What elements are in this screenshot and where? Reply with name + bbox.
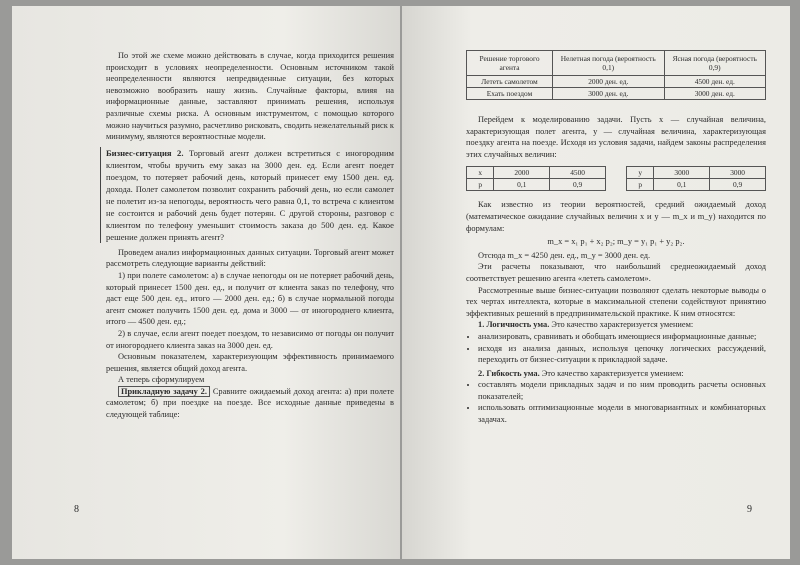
case-title: Бизнес-ситуация 2. (106, 147, 184, 158)
trait-2-title: 2. Гибкость ума. (478, 368, 540, 378)
table-cell: Лететь самолетом (467, 76, 553, 88)
table-cell: Ехать поездом (467, 88, 553, 100)
trait-1-list (466, 331, 766, 366)
trait-2-list (466, 379, 766, 425)
table-cell: 0,1 (654, 179, 710, 191)
table-header-cell: Решение торгового агента (467, 51, 553, 76)
table-header-row (467, 51, 766, 76)
formulate-line: А теперь сформулируем (118, 375, 205, 385)
table-cell: 4500 (550, 167, 606, 179)
option-1: 1) при полете самолетом: а) в случае непогоды он не потеряет рабочий день, который принесет 1500 ден. ед., и получит от клиента заказ по телефону, что даст еще 500 ден. ед., итого — 2000 ден. ед.; б) в случае нормальной погоды агент сможет получить 1500 ден. ед. дома и 3000 — от иногороднего клиента, итого — 4500 ден. ед.; (106, 270, 394, 327)
table-row (467, 167, 606, 179)
page-number-right: 9 (747, 504, 752, 515)
case-text: Торговый агент должен встретиться с иногородним клиентом, чтобы вручить ему заказ на 3000 ден. ед. Если агент поедет поездом, то потеряет рабочий день, который принесет ему 1500 ден. ед. дохода. Полет самолетом позволит сохранить рабочий день, но если самолет не полетит из-за непогоды, вероятность чего равна 0,1, то встреча с клиентом не состоится и рабочий день будет потерян. С другой стороны, разговор с клиентом по телефону уменьшит стоимость заказа до 500 ден. ед. Какое решение должен принять агент? (106, 147, 394, 242)
table-cell: 2000 (494, 167, 550, 179)
table-cell: 4500 ден. ед. (664, 76, 766, 88)
result-line: Отсюда m_x = 4250 ден. ед., m_y = 3000 ден. ед. (478, 250, 651, 260)
distribution-table-x (466, 166, 606, 191)
decision-table (466, 50, 766, 100)
right-text-column (466, 50, 766, 426)
table-cell: p (627, 179, 654, 191)
conclusion-paragraph: Эти расчеты показывают, что наибольший среднеожидаемый доход соответствует решению агента «лететь самолетом». (466, 262, 766, 283)
table-cell: 3000 ден. ед. (664, 88, 766, 100)
business-case-box (100, 147, 394, 243)
table-row (627, 179, 766, 191)
summary-paragraph: Рассмотренные выше бизнес-ситуации позволяют сделать некоторые выводы о тех чертах интеллекта, которые в максимальной степени содействуют принятию эффективных решений в предпринимательской практике. К ним относятся: (466, 285, 766, 318)
right-page (402, 6, 790, 559)
list-item: • анализировать, сравнивать и обобщать имеющиеся информационные данные; (478, 331, 766, 343)
page-number-left: 8 (74, 504, 79, 515)
table-row (467, 179, 606, 191)
task-title: Прикладную задачу 2. (118, 386, 210, 397)
left-text-column (106, 50, 394, 421)
table-cell: 0,9 (710, 179, 766, 191)
intro-paragraph: По этой же схеме можно действовать в случае, когда приходится решения происходит в условиях неопределенности. Основным источником такой неопределенности являются непредвиденные ситуации, без которых невозможно вообразить нашу жизнь. Случайные факторы, влияя на информационные данные, заставляют принимать решения, используя различные схемы риска. А основным инструментом, с помощью которого можно научиться разумно, расчетливо рисковать, сводить нежелательный риск к минимуму, являются вероятностные модели. (106, 51, 394, 142)
table-cell: 2000 ден. ед. (553, 76, 664, 88)
trait-2-text: Это качество характеризуется умением: (541, 368, 684, 378)
table-cell: 3000 ден. ед. (553, 88, 664, 100)
table-row (627, 167, 766, 179)
trait-2 (466, 368, 766, 380)
list-item: • исходя из анализа данных, используя цепочку логических рассуждений, переходить от бизнес-ситуации к прикладной задаче. (478, 343, 766, 366)
left-page (12, 6, 400, 559)
table-cell: x (467, 167, 494, 179)
option-2: 2) в случае, если агент поедет поездом, то независимо от погоды он получит от иногороднего клиента заказ на 3000 ден. ед. (106, 328, 394, 350)
distribution-tables (466, 166, 766, 191)
distribution-table-y (626, 166, 766, 191)
theory-paragraph: Как известно из теории вероятностей, средний ожидаемый доход (математическое ожидание случайных величин x и y — m_x и m_y) находится по формулам: (466, 200, 766, 233)
table-cell: 0,1 (494, 179, 550, 191)
trait-1 (466, 319, 766, 331)
list-item: • составлять модели прикладных задач и по ним проводить расчеты основных показателей; (478, 379, 766, 402)
table-cell: 3000 (654, 167, 710, 179)
criterion-paragraph: Основным показателем, характеризующим эффективность принимаемого решения, является общий доход агента. (106, 352, 394, 373)
table-cell: 0,9 (550, 179, 606, 191)
table-row (467, 76, 766, 88)
table-cell: p (467, 179, 494, 191)
model-intro: Перейдем к моделированию задачи. Пусть x — случайная величина, характеризующая полет агента, y — случайная величина, характеризующая поездку агента на поезде. Исходя из условия задачи, найдем законы распределения этих случайных величин: (466, 115, 766, 159)
expectation-formula: m_x = x₁ p₁ + x₂ p₂; m_y = y₁ p₁ + y₂ p₂. (547, 237, 685, 247)
table-cell: 3000 (710, 167, 766, 179)
trait-1-title: 1. Логичность ума. (478, 320, 550, 330)
table-row (467, 88, 766, 100)
table-cell: y (627, 167, 654, 179)
table-header-cell: Нелетная погода (вероятность 0,1) (553, 51, 664, 76)
task-paragraph (106, 386, 394, 421)
analysis-paragraph: Проведем анализ информационных данных ситуации. Торговый агент может рассмотреть следующие варианты действий: (106, 247, 394, 269)
task-text: Сравните ожидаемый доход агента: а) при полете самолетом; б) при поездке на поезде. Все исходные данные приведены в следующей таблице: (106, 386, 394, 420)
list-item: • использовать оптимизационные модели в многовариантных и комбинаторных задачах. (478, 402, 766, 425)
trait-1-text: Это качество характеризуется умением: (551, 320, 694, 330)
table-header-cell: Ясная погода (вероятность 0,9) (664, 51, 766, 76)
